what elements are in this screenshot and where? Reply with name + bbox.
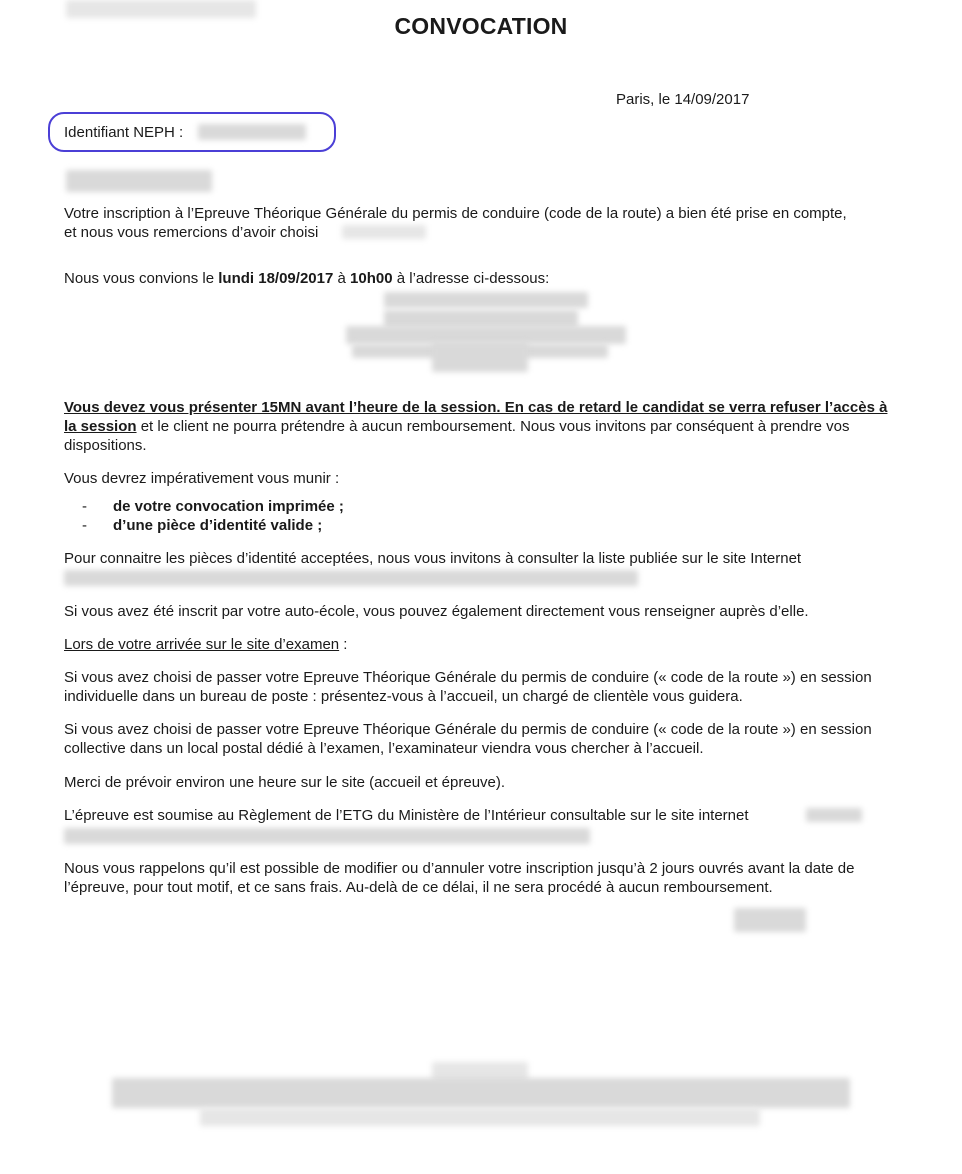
auto-ecole-paragraph: Si vous avez été inscrit par votre auto-école, vous pouvez également directement vous renseigner auprès d’elle. [64,603,809,620]
warning-paragraph [64,398,904,455]
required-items-list [82,497,344,535]
redacted-signature [734,908,806,932]
convocation-paragraph: Nous vous convions le lundi 18/09/2017 à 10h00 à l’adresse ci-dessous: [64,270,550,287]
collective-session-paragraph: Si vous avez choisi de passer votre Epreuve Théorique Générale du permis de conduire (« code de la route ») en session collective dans un local postal dédié à l’examen, l’examinateur viendra vous chercher à l’accueil. [64,721,872,757]
bring-intro: Vous devrez impérativement vous munir : [64,470,340,487]
exam-date: lundi 18/09/2017 [218,270,334,287]
intro-paragraph [64,204,904,242]
cancellation-paragraph: Nous vous rappelons qu’il est possible de modifier ou d’annuler votre inscription jusqu’à 2 jours ouvrés avant la date de l’épreuve, pour tout motif, et ce sans frais. Au-delà de ce délai, il ne sera procédé à aucun remboursement. [64,860,855,896]
date-line: Paris, le 14/09/2017 [616,91,750,108]
redacted-regulation-url [806,808,862,822]
individual-session-paragraph: Si vous avez choisi de passer votre Epreuve Théorique Générale du permis de conduire (« code de la route ») en session individuelle dans un bureau de poste : présentez-vous à l’accueil, un chargé de clientèle vous guidera. [64,669,872,705]
redacted-neph-number [198,124,306,140]
warning-rest: et le client ne pourra prétendre à aucun remboursement. Nous vous invitons par conséquent à prendre vos dispositions. [64,418,850,454]
arrival-heading: Lors de votre arrivée sur le site d’examen : [64,636,348,653]
neph-line [64,123,183,142]
duration-paragraph: Merci de prévoir environ une heure sur le site (accueil et épreuve). [64,774,506,791]
document-title: CONVOCATION [394,13,568,39]
redacted-candidate-name [66,170,212,192]
redacted-url [64,570,638,586]
redacted-company [342,225,426,239]
exam-time: 10h00 [350,270,393,287]
id-pieces-paragraph: Pour connaitre les pièces d’identité acceptées, nous vous invitons à consulter la liste publiée sur le site Internet [64,550,802,567]
list-item: - de votre convocation imprimée ; [82,498,344,515]
warning-bold: Vous devez vous présenter 15MN avant l’heure de la session. En cas de retard le candidat se verra refuser l’accès à la session [64,399,888,435]
neph-label: Identifiant NEPH : [64,124,184,141]
list-item: - d’une pièce d’identité valide ; [82,517,323,534]
id-list-link[interactable]: la liste publiée [582,550,678,567]
intro-line-2: et nous vous remercions d’avoir choisi [64,224,319,241]
intro-line-1: Votre inscription à l’Epreuve Théorique Générale du permis de conduire (code de la route) a bien été prise en compte, [64,205,847,222]
regulation-paragraph: L’épreuve est soumise au Règlement de l’ETG du Ministère de l’Intérieur consultable sur le site internet [64,807,749,824]
redacted-regulation-url-2 [64,828,590,844]
